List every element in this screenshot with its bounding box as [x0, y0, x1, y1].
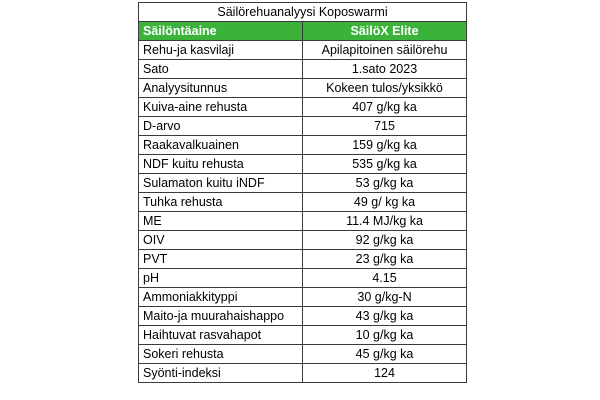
row-value-cell: 23 g/kg ka	[303, 250, 467, 269]
row-value-cell: 30 g/kg-N	[303, 288, 467, 307]
row-value-cell: 49 g/ kg ka	[303, 193, 467, 212]
table-row	[139, 136, 467, 155]
row-label-cell: D-arvo	[139, 117, 303, 136]
row-label-cell: Kuiva-aine rehusta	[139, 98, 303, 117]
row-value-cell: Apilapitoinen säilörehu	[303, 41, 467, 60]
row-label-cell: ME	[139, 212, 303, 231]
row-label-cell: Maito-ja muurahaishappo	[139, 307, 303, 326]
row-label-cell: NDF kuitu rehusta	[139, 155, 303, 174]
row-label-cell: Rehu-ja kasvilaji	[139, 41, 303, 60]
table-row	[139, 231, 467, 250]
table-title: Säilörehuanalyysi Koposwarmi	[139, 3, 467, 22]
header-value-cell: SäilöX Elite	[303, 22, 467, 41]
table-row	[139, 269, 467, 288]
table-row	[139, 307, 467, 326]
table-title-row	[139, 3, 467, 22]
row-label-cell: Sokeri rehusta	[139, 345, 303, 364]
row-value-cell: 407 g/kg ka	[303, 98, 467, 117]
row-label-cell: Analyysitunnus	[139, 79, 303, 98]
row-value-cell: 715	[303, 117, 467, 136]
row-value-cell: 11.4 MJ/kg ka	[303, 212, 467, 231]
row-value-cell: 1.sato 2023	[303, 60, 467, 79]
table-row	[139, 250, 467, 269]
table-row	[139, 60, 467, 79]
row-label-cell: OIV	[139, 231, 303, 250]
row-value-cell: 124	[303, 364, 467, 383]
row-value-cell: 4.15	[303, 269, 467, 288]
row-value-cell: 43 g/kg ka	[303, 307, 467, 326]
row-label-cell: Ammoniakkityppi	[139, 288, 303, 307]
table-row	[139, 79, 467, 98]
row-value-cell: 10 g/kg ka	[303, 326, 467, 345]
row-label-cell: Raakavalkuainen	[139, 136, 303, 155]
header-label-cell: Säilöntäaine	[139, 22, 303, 41]
table-row	[139, 174, 467, 193]
row-label-cell: Sulamaton kuitu iNDF	[139, 174, 303, 193]
row-label-cell: pH	[139, 269, 303, 288]
row-label-cell: Syönti-indeksi	[139, 364, 303, 383]
table-row	[139, 212, 467, 231]
table-row	[139, 98, 467, 117]
row-label-cell: Sato	[139, 60, 303, 79]
table-row	[139, 288, 467, 307]
row-value-cell: 535 g/kg ka	[303, 155, 467, 174]
table-row	[139, 155, 467, 174]
row-label-cell: PVT	[139, 250, 303, 269]
table-row	[139, 41, 467, 60]
silage-analysis-table	[138, 2, 467, 383]
row-label-cell: Tuhka rehusta	[139, 193, 303, 212]
table-row	[139, 117, 467, 136]
table-header-row	[139, 22, 467, 41]
row-value-cell: 53 g/kg ka	[303, 174, 467, 193]
row-value-cell: 92 g/kg ka	[303, 231, 467, 250]
row-value-cell: Kokeen tulos/yksikkö	[303, 79, 467, 98]
table-row	[139, 326, 467, 345]
table-row	[139, 193, 467, 212]
table-row	[139, 345, 467, 364]
table-row	[139, 364, 467, 383]
row-label-cell: Haihtuvat rasvahapot	[139, 326, 303, 345]
row-value-cell: 45 g/kg ka	[303, 345, 467, 364]
row-value-cell: 159 g/kg ka	[303, 136, 467, 155]
